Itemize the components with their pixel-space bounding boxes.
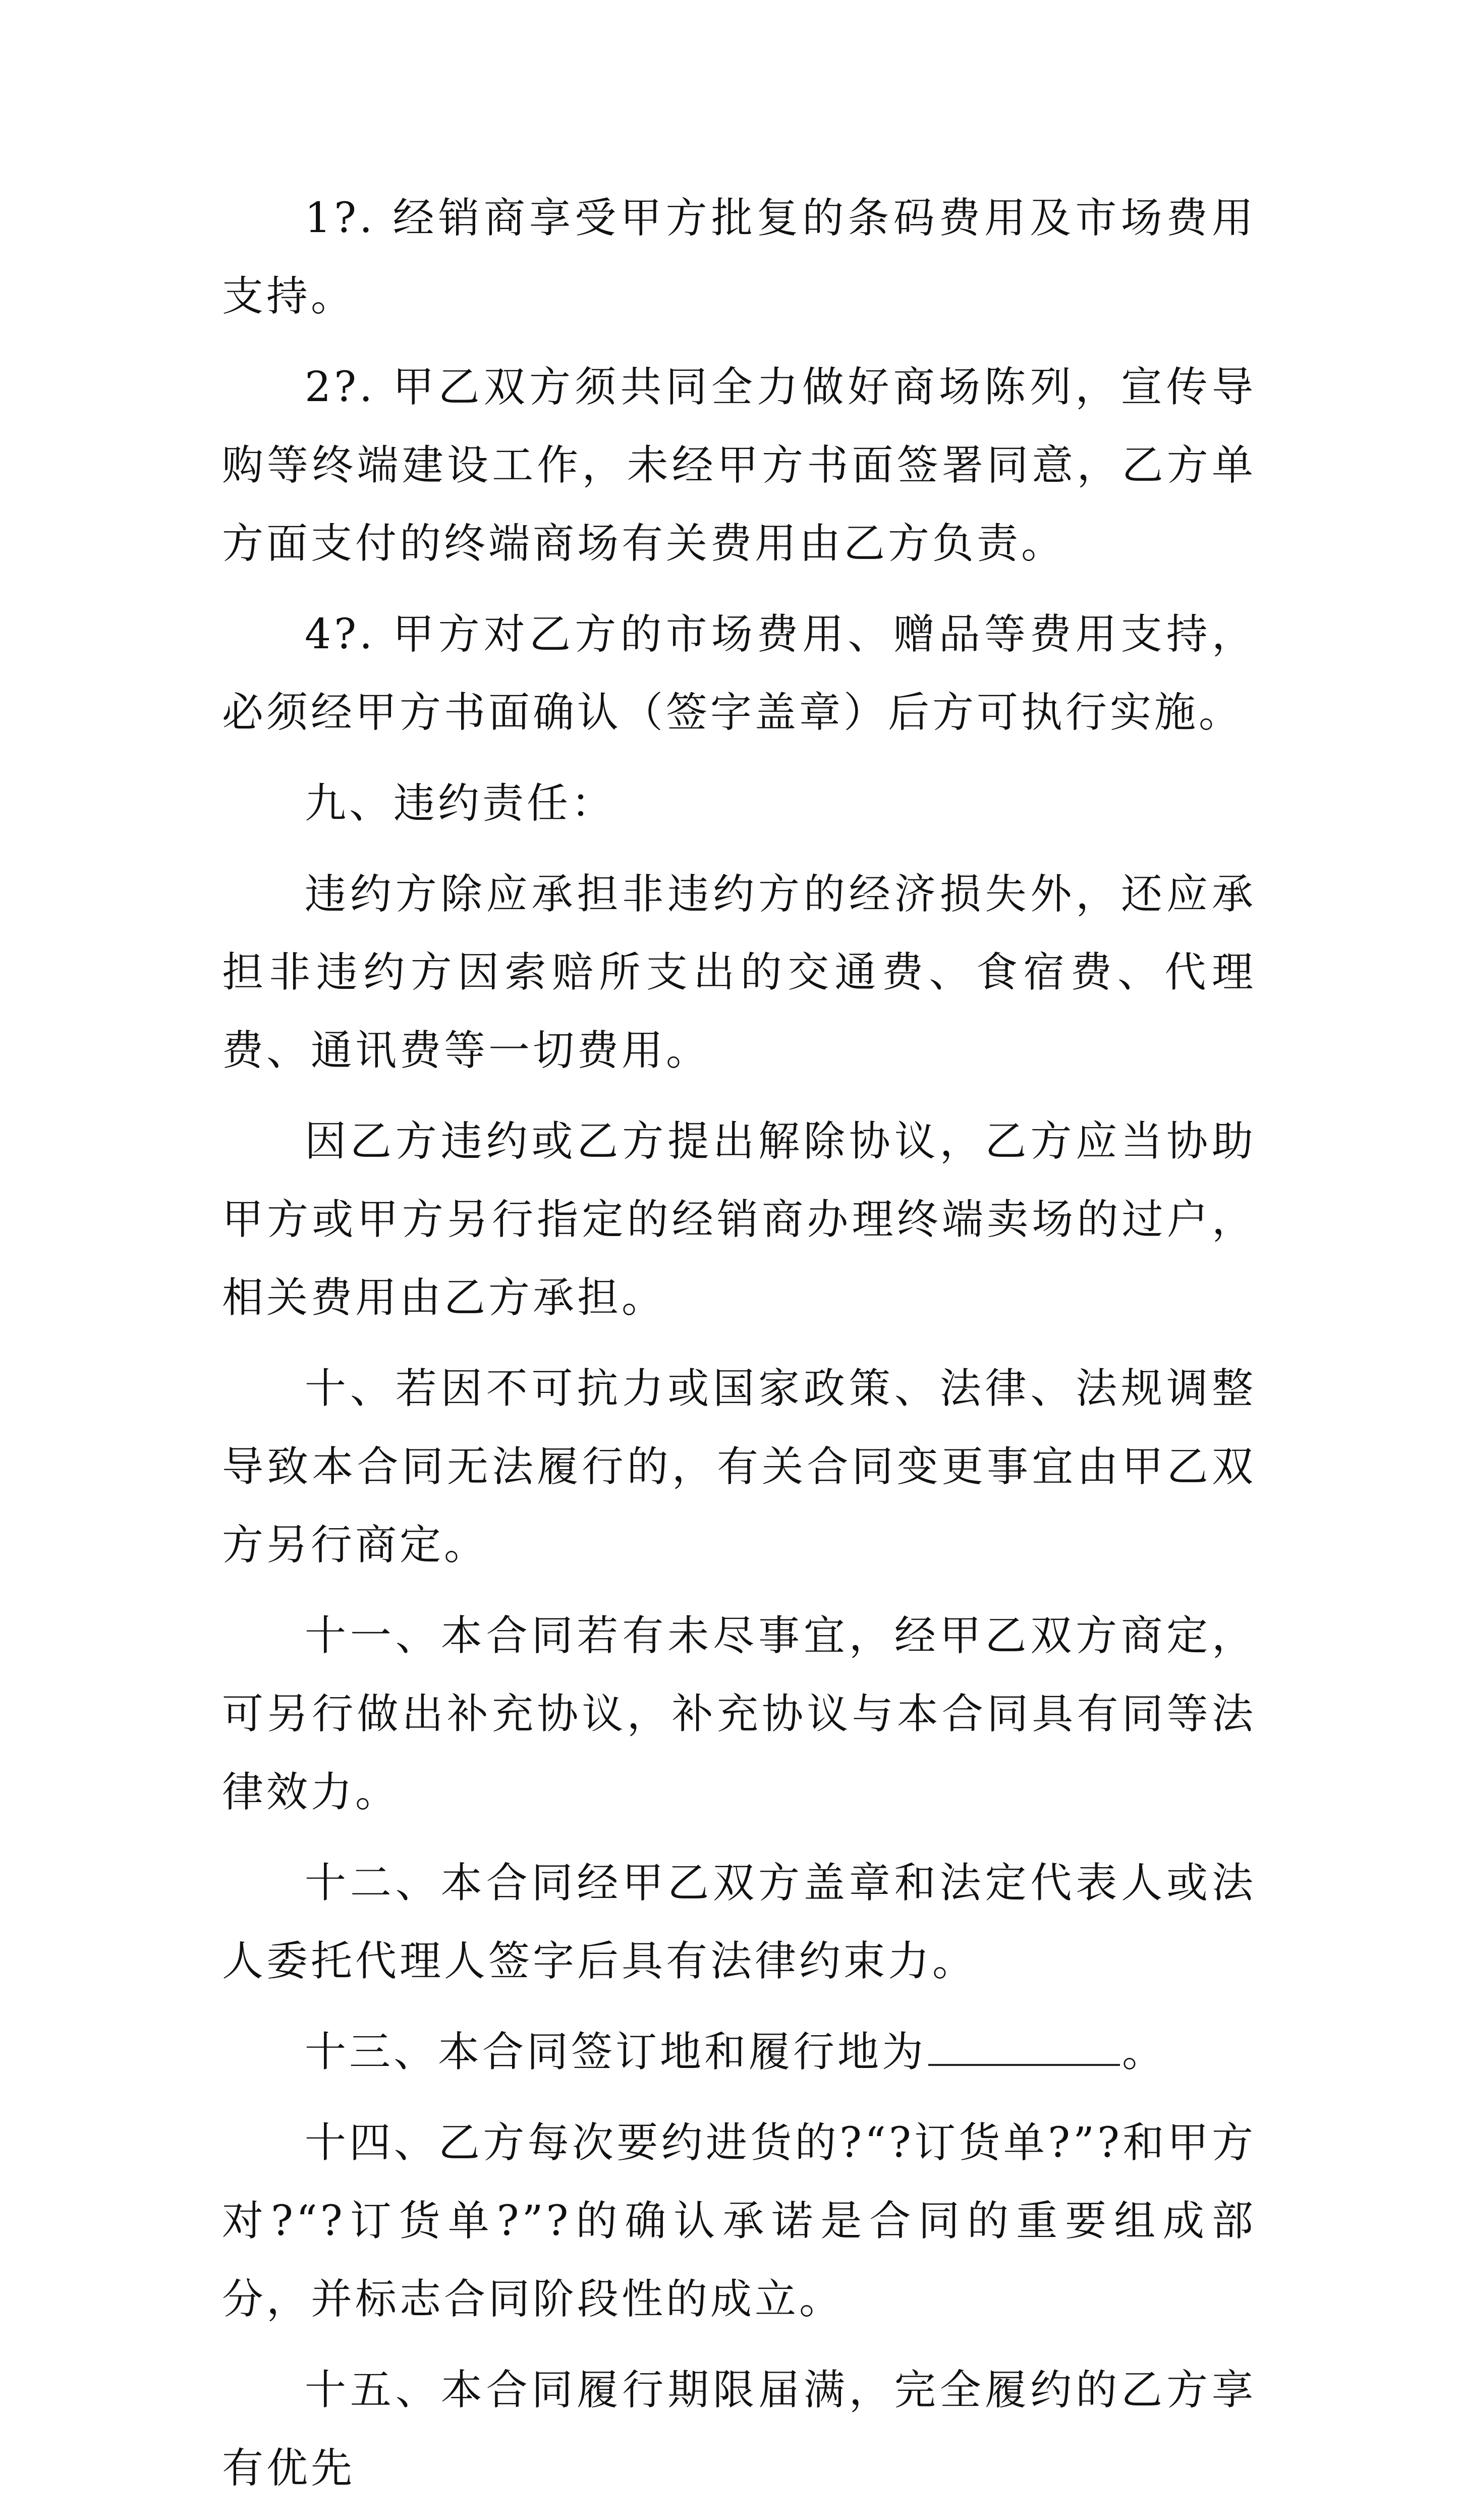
section-12: 十二、本合同经甲乙双方盖章和法定代表人或法人委托代理人签字后具有法律约束力。	[222, 1859, 1256, 1985]
section-13-text: 十三、本合同签订地和履行地为	[305, 2028, 927, 2076]
paragraph-4: 4?. 甲方对乙方的市场费用、赠品等费用支持，必须经甲方书面确认（签字盖章）后方可执行实施。	[222, 610, 1256, 737]
section-11: 十一、本合同若有未尽事宜，经甲乙双方商定，可另行做出补充协议，补充协议与本合同具有同等法律效力。	[222, 1612, 1256, 1816]
section-13	[222, 2013, 1256, 2091]
section-10: 十、若因不可抗力或国家政策、法律、法规调整导致本合同无法履行的，有关合同变更事宜由甲乙双方另行商定。	[222, 1365, 1256, 1569]
section-13-period: 。	[1122, 2028, 1167, 2076]
document-body	[222, 179, 1256, 2520]
section-15: 十五、本合同履行期限届满，完全履约的乙方享有优先	[222, 2366, 1256, 2492]
paragraph-2: 2?. 甲乙双方须共同全力做好商场陈列，宣传导购等终端建设工作，未经甲方书面签署同意，乙方单方面支付的终端商场有关费用由乙方负责。	[222, 363, 1256, 568]
section-14: 十四、乙方每次要约进货的?“?订货单?”?和甲方对?“?订货单?”?的确认承诺是合同的重要组成部分，并标志合同阶段性的成立。	[222, 2119, 1256, 2323]
paragraph-1: 1?. 经销商享受甲方批复的条码费用及市场费用支持。	[222, 194, 1256, 320]
paragraph-breach-2: 因乙方违约或乙方提出解除协议，乙方应当协助甲方或甲方另行指定的经销商办理终端卖场的过户，相关费用由乙方承担。	[222, 1117, 1256, 1322]
signing-place-blank	[928, 2029, 1120, 2066]
paragraph-breach-1: 违约方除应承担非违约方的经济损失外，还应承担非违约方因索赔所支出的交通费、食宿费、代理费、通讯费等一切费用。	[222, 870, 1256, 1075]
section-heading-9: 九、违约责任：	[305, 779, 616, 827]
